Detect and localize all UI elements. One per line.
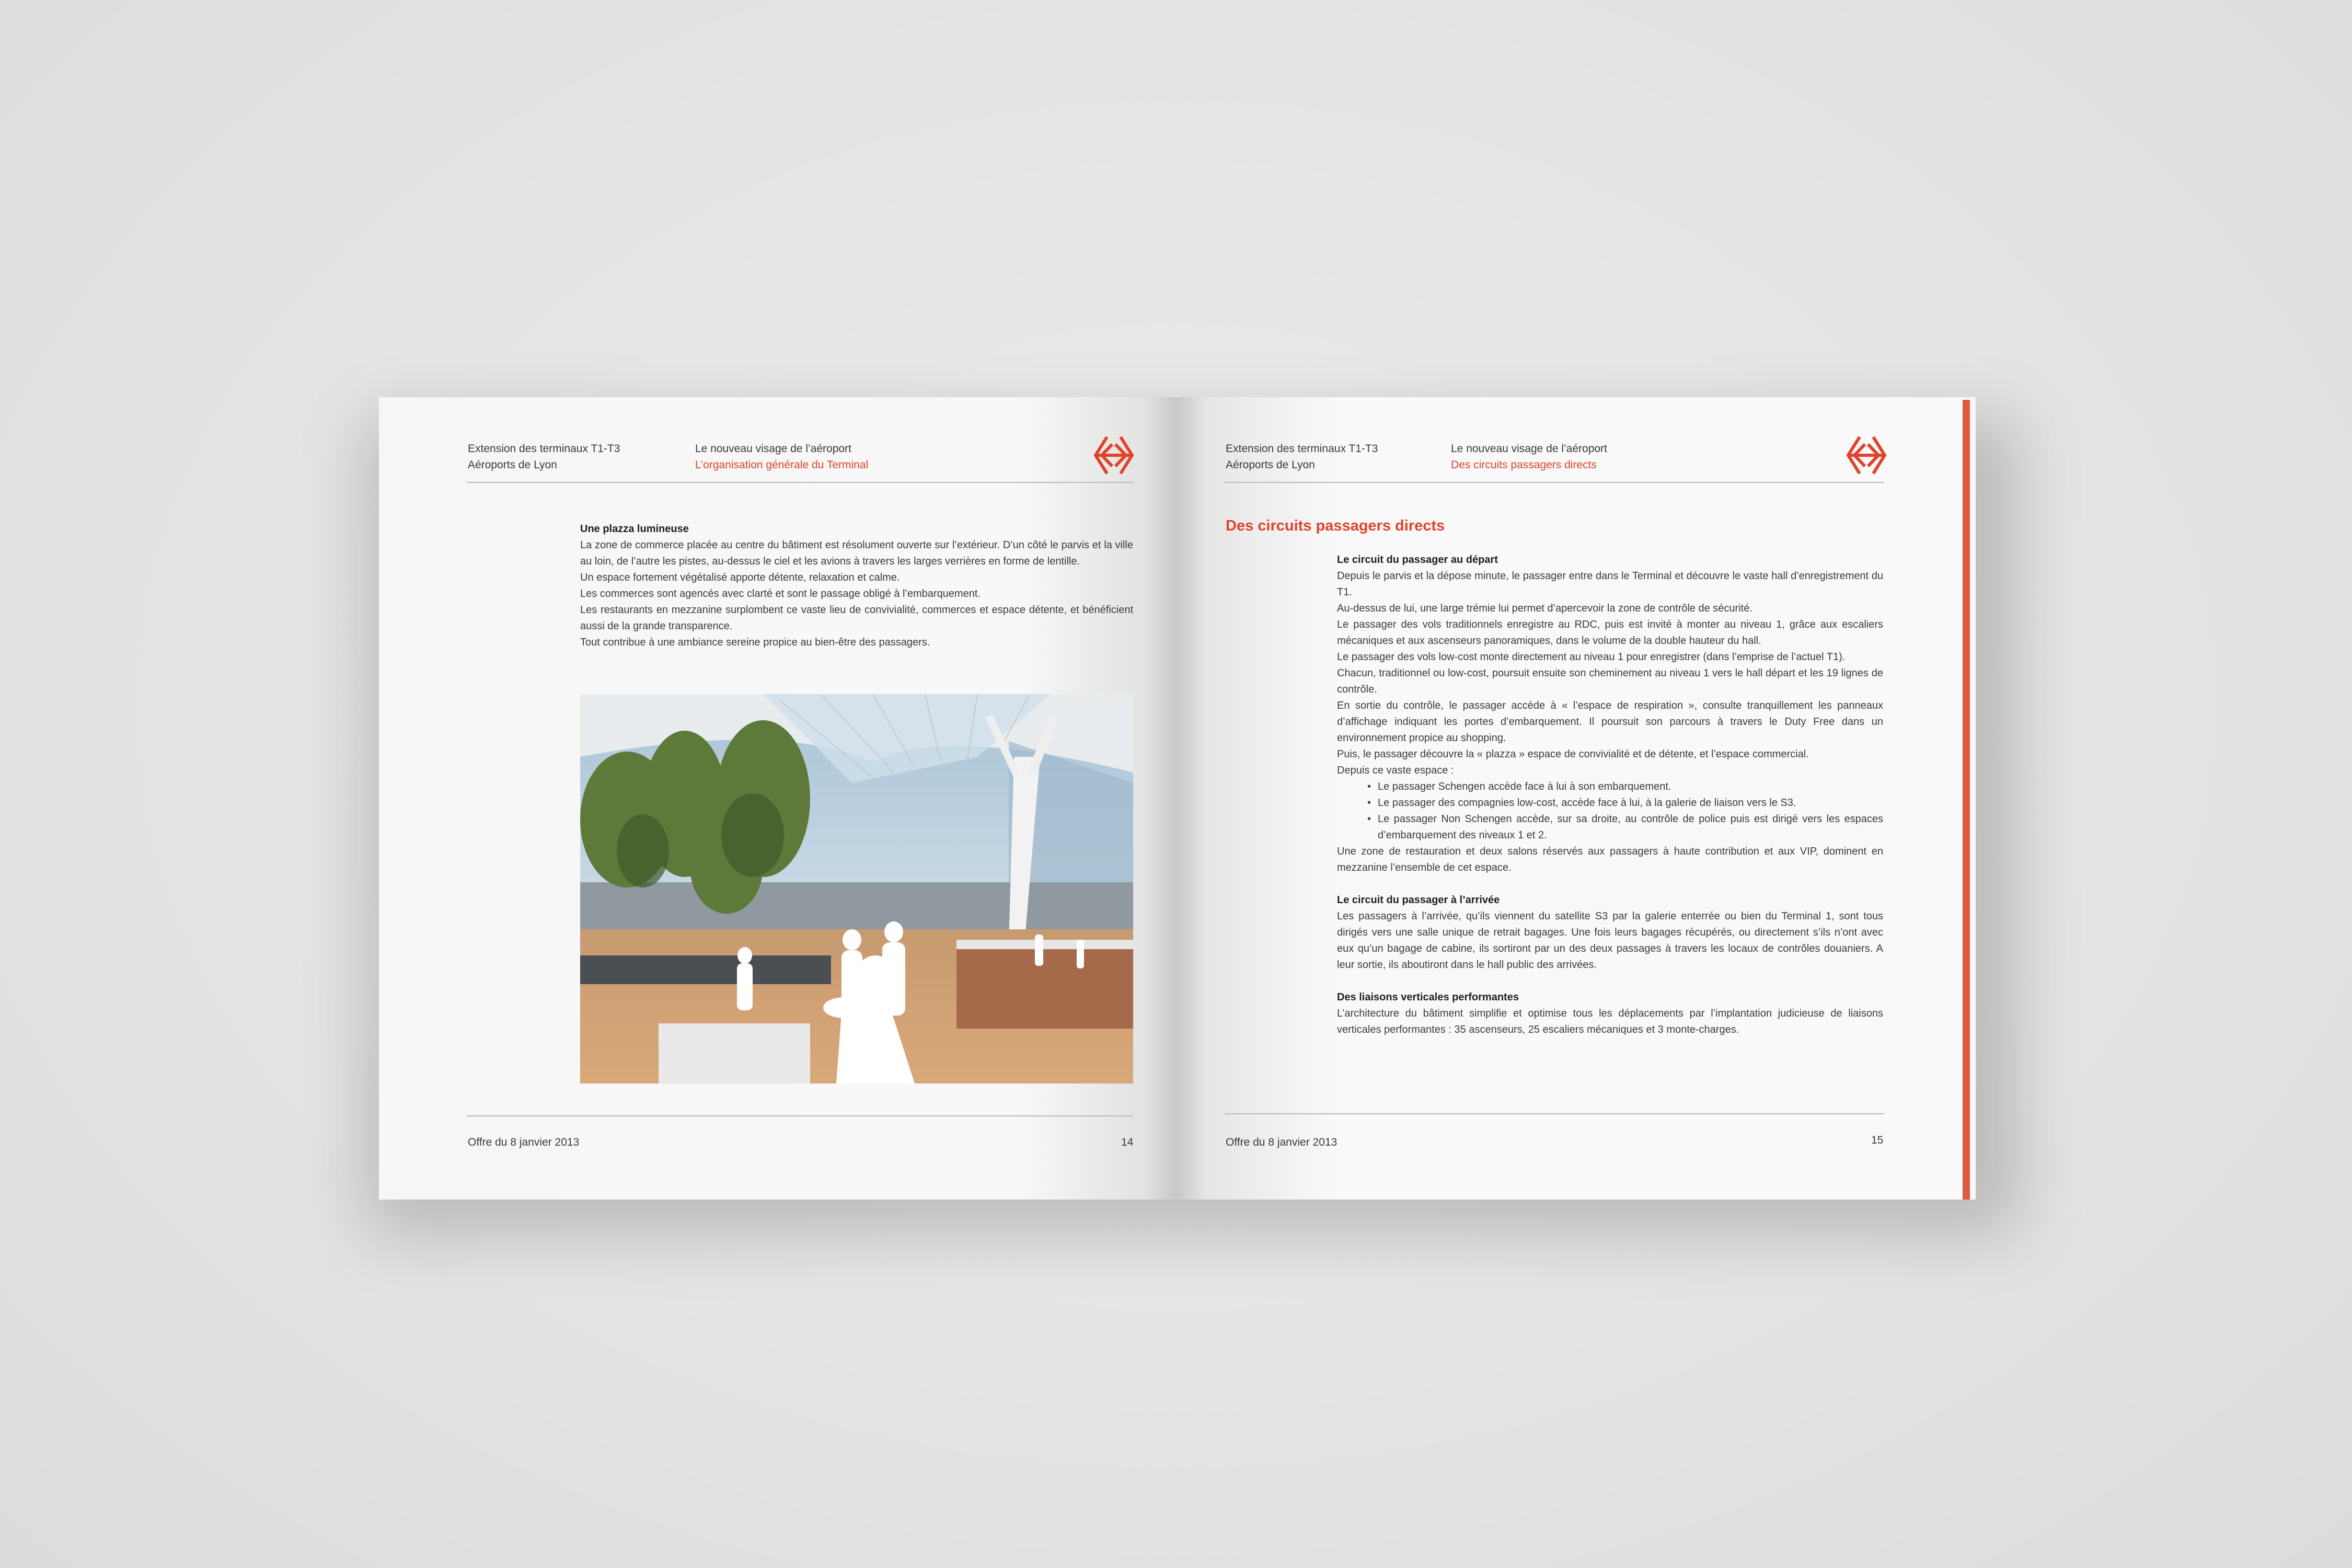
- project-line-2: Aéroports de Lyon: [1226, 459, 1315, 471]
- plazza-paragraph: Les commerces sont agencés avec clarté et sont le passage obligé à l’embarquement.: [580, 588, 981, 599]
- plazza-paragraph: Un espace fortement végétalisé apporte détente, relaxation et calme.: [580, 572, 900, 583]
- chapter-title: Le nouveau visage de l’aéroport: [1451, 443, 1607, 455]
- departure-bullet-list: [1337, 779, 1883, 844]
- book-edge-right: [1963, 400, 1970, 1200]
- departure-paragraph: Depuis ce vaste espace :: [1337, 765, 1454, 776]
- plazza-paragraph: La zone de commerce placée au centre du bâtiment est résolument ouverte sur l’extérieur. D’un côté le parvis et la ville au loin, de l’autre les pistes, au-dessus le ciel et les avions à travers les larges verrières en forme de lentille.: [580, 539, 1133, 567]
- departure-paragraph: Au-dessus de lui, une large trémie lui permet d’apercevoir la zone de contrôle de sécurité.: [1337, 603, 1753, 614]
- departure-paragraph: Le passager des vols low-cost monte directement au niveau 1 pour enregistrer (dans l’emprise de l’actuel T1).: [1337, 651, 1846, 663]
- page-title: Des circuits passagers directs: [1226, 517, 1445, 534]
- left-page-number: 14: [1121, 1136, 1134, 1148]
- departure-paragraph: Le passager des vols traditionnels enregistre au RDC, puis est invité à monter au niveau 1, grâce aux escaliers mécaniques et aux ascenseurs panoramiques, dans le volume de la double hauteur du hall.: [1337, 619, 1883, 647]
- right-header-rule: [1225, 482, 1884, 483]
- list-item: • Le passager des compagnies low-cost, accède face à lui, à la galerie de liaison vers le S3.: [1378, 795, 1883, 811]
- circuits-text-block: [1337, 552, 1883, 1038]
- plazza-heading: Une plazza lumineuse: [580, 523, 689, 535]
- left-footer-rule: [467, 1115, 1133, 1116]
- arrival-paragraph: Les passagers à l’arrivée, qu’ils viennent du satellite S3 par la galerie enterrée ou bien du Terminal 1, sont tous dirigés vers une salle unique de retrait bagages. Une fois leurs bagages récupérés, ou directement s’ils n’ont avec eux qu’un bagage de cabine, ils sortiront par un des deux passages à travers les locaux de contrôles douaniers. A leur sortie, ils aboutiront dans le hall public des arrivées.: [1337, 910, 1883, 971]
- vertical-paragraph: L’architecture du bâtiment simplifie et optimise tous les déplacements par l’implantation judicieuse de liaisons verticales performantes : 35 ascenseurs, 25 escaliers mécaniques et 3 monte-charges.: [1337, 1008, 1883, 1035]
- list-item: • Le passager Schengen accède face à lui à son embarquement.: [1378, 779, 1883, 795]
- left-header-rule: [467, 482, 1133, 483]
- terminal-render-image: [580, 694, 1133, 1083]
- plazza-paragraph: Tout contribue à une ambiance sereine propice au bien-être des passagers.: [580, 637, 930, 648]
- departure-heading: Le circuit du passager au départ: [1337, 554, 1498, 566]
- left-header-chapter: [695, 441, 868, 473]
- arrival-heading: Le circuit du passager à l’arrivée: [1337, 894, 1500, 906]
- plazza-paragraph: Les restaurants en mezzanine surplombent ce vaste lieu de convivialité, commerces et espace détente, et bénéficient aussi de la grande transparence.: [580, 604, 1133, 632]
- project-line-1: Extension des terminaux T1-T3: [468, 443, 620, 455]
- left-footer-offer: Offre du 8 janvier 2013: [468, 1136, 580, 1148]
- spacer: [1337, 973, 1883, 989]
- departure-paragraph: Depuis le parvis et la dépose minute, le passager entre dans le Terminal et découvre le vaste hall d’enregistrement du T1.: [1337, 570, 1883, 598]
- right-page-number: 15: [1871, 1134, 1884, 1146]
- list-item: • Le passager Non Schengen accède, sur sa droite, au contrôle de police puis est dirigé vers les espaces d’embarquement des niveaux 1 et 2.: [1378, 811, 1883, 844]
- chapter-title: Le nouveau visage de l’aéroport: [695, 443, 851, 455]
- spacer: [1337, 876, 1883, 892]
- departure-paragraph: En sortie du contrôle, le passager accède à « l’espace de respiration », consulte tranquillement les panneaux d’affichage indiquant les portes d’embarquement. Il poursuit son parcours à travers le Duty Free dans un environnement propice au shopping.: [1337, 700, 1883, 744]
- section-title-header: Des circuits passagers directs: [1451, 459, 1597, 471]
- departure-paragraph: Chacun, traditionnel ou low-cost, poursuit ensuite son cheminement au niveau 1 vers le hall départ et les 19 lignes de contrôle.: [1337, 667, 1883, 695]
- plazza-text-block: [580, 521, 1133, 651]
- right-header-chapter: [1451, 441, 1607, 473]
- right-footer-rule: [1225, 1113, 1884, 1114]
- double-arrow-logo-icon: [1844, 433, 1889, 478]
- project-line-1: Extension des terminaux T1-T3: [1226, 443, 1378, 455]
- right-footer-offer: Offre du 8 janvier 2013: [1226, 1136, 1338, 1148]
- section-title-header: L’organisation générale du Terminal: [695, 459, 869, 471]
- project-line-2: Aéroports de Lyon: [468, 459, 557, 471]
- left-header-project: [468, 441, 620, 473]
- departure-closing: Une zone de restauration et deux salons réservés aux passagers à haute contribution et aux VIP, dominent en mezzanine l’ensemble de cet espace.: [1337, 846, 1883, 873]
- right-header-project: [1226, 441, 1378, 473]
- double-arrow-logo-icon: [1091, 433, 1136, 478]
- departure-paragraph: Puis, le passager découvre la « plazza » espace de convivialité et de détente, et l’espace commercial.: [1337, 748, 1809, 760]
- vertical-heading: Des liaisons verticales performantes: [1337, 991, 1519, 1003]
